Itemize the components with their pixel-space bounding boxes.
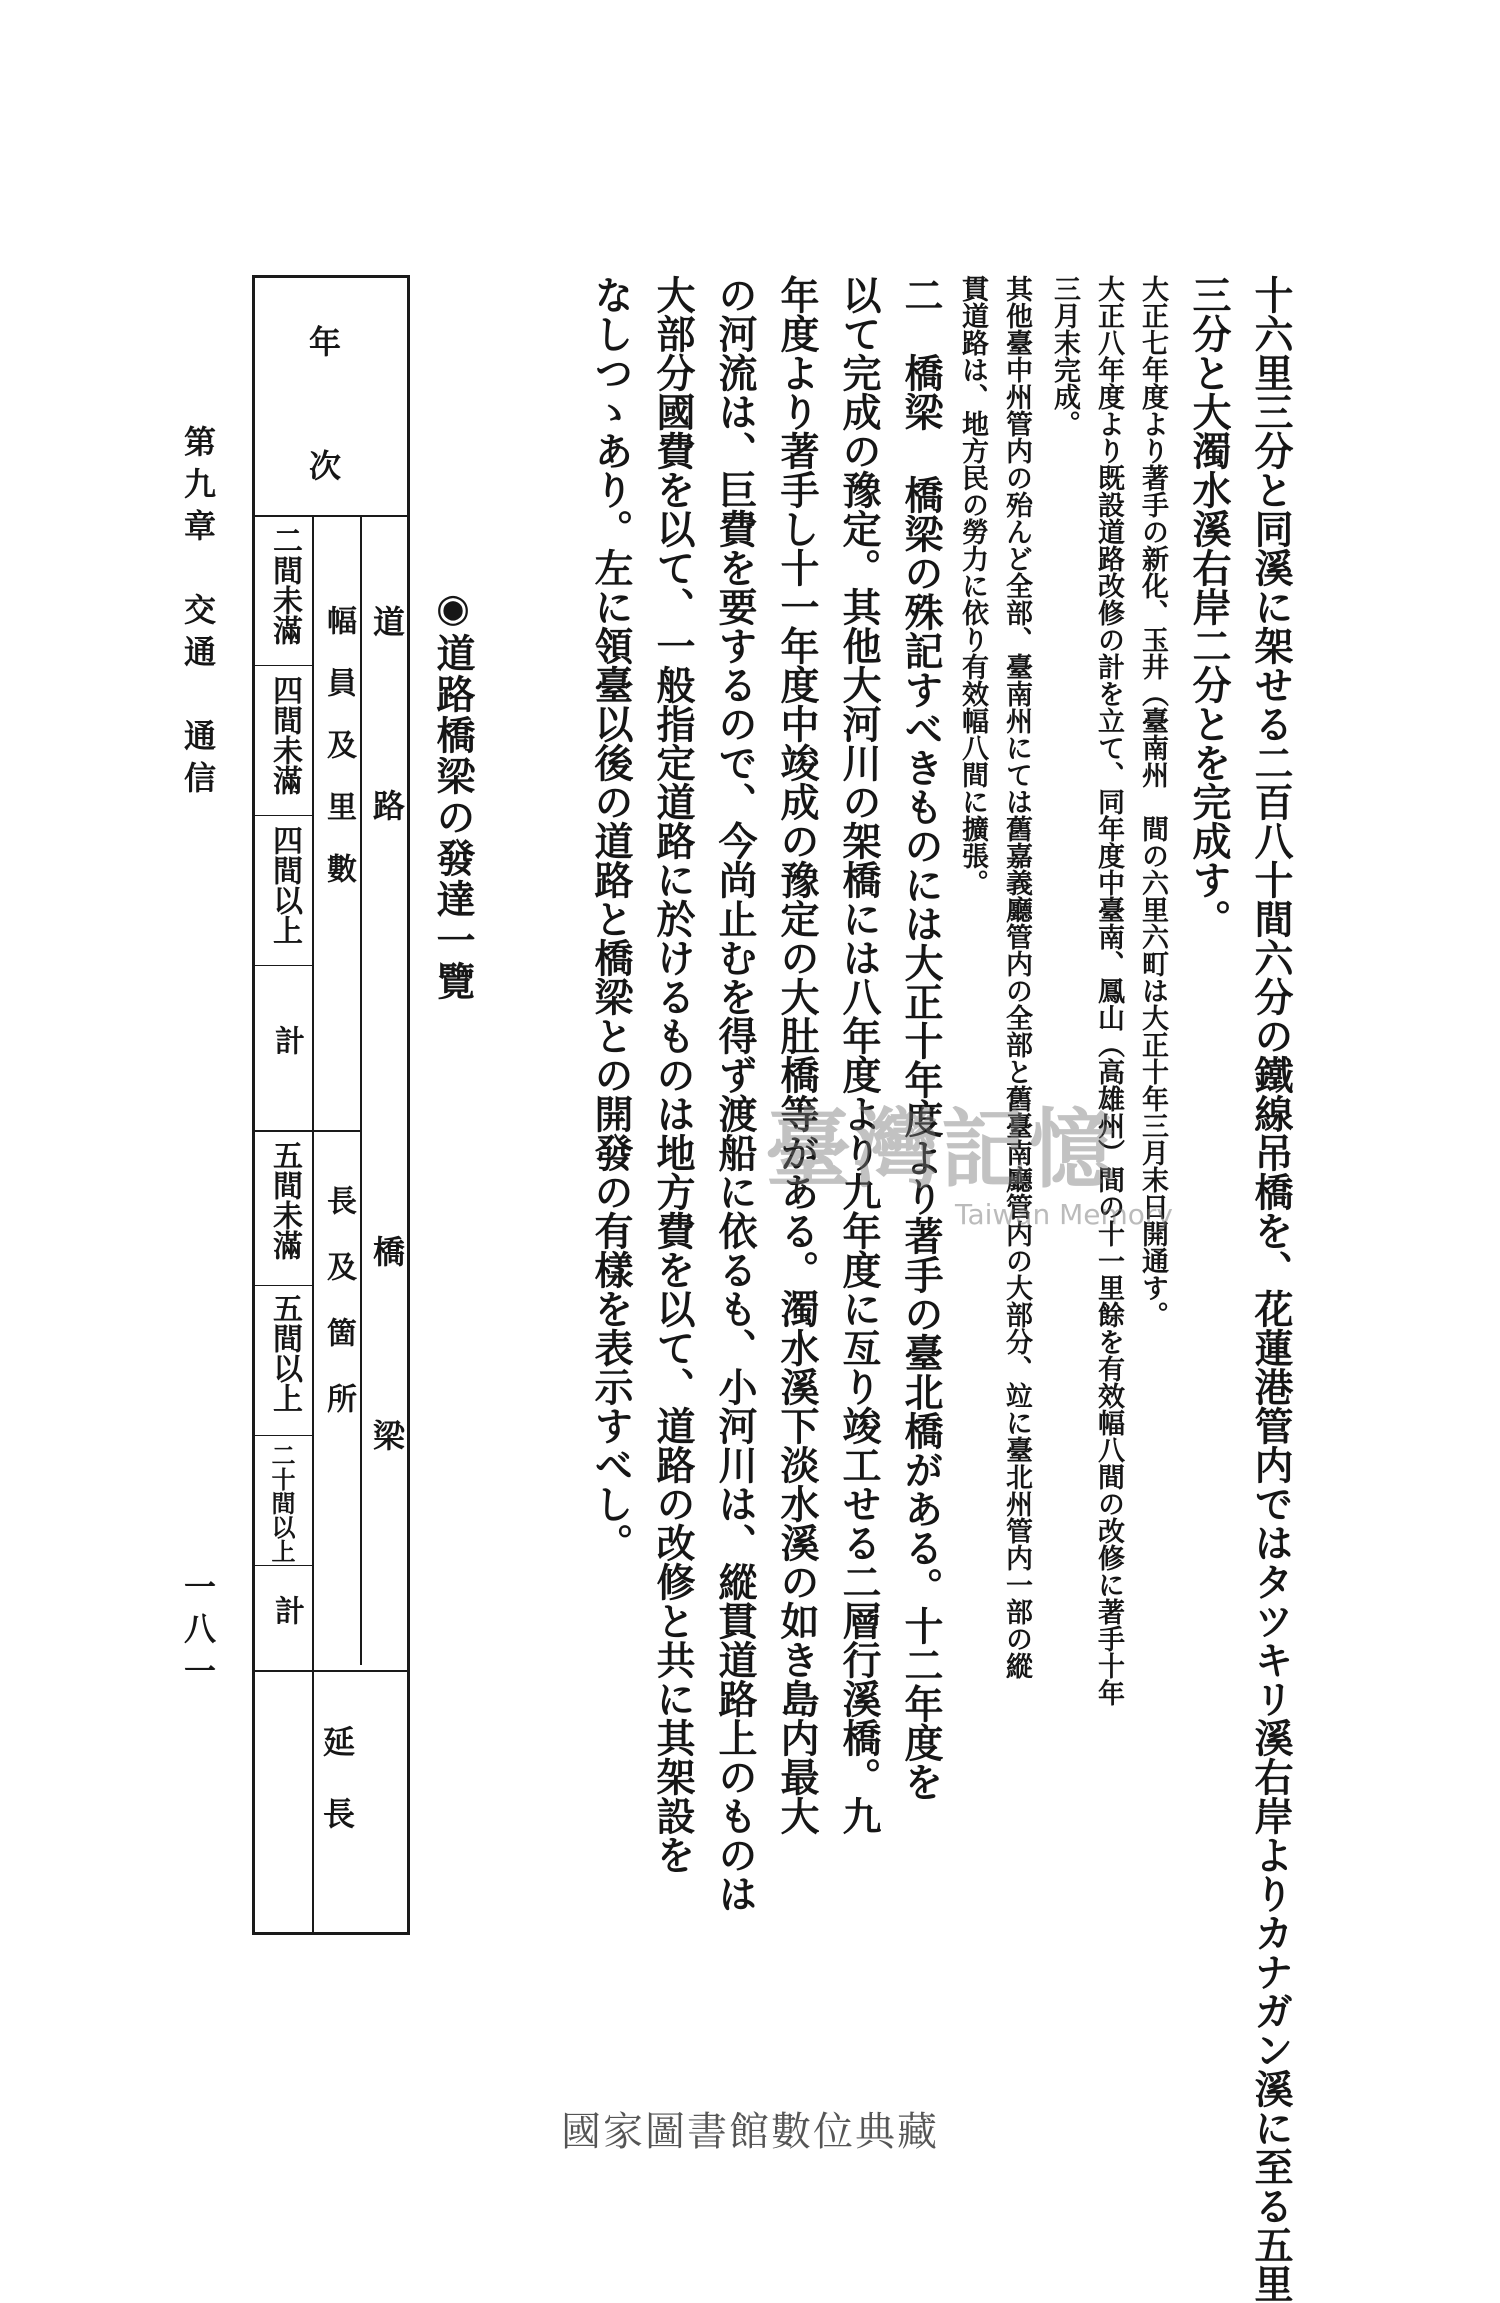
text-line-3: 大正七年度より著手の新化、玉井（臺南州 間の六里六町は大正十年三月末日開通す。	[1137, 275, 1168, 1328]
text-line-1: 十六里三分と同溪に架せる二百八十間六分の鐵線吊橋を、花蓮港管内ではタツキリ溪右岸よりカナガン溪に至る五里	[1248, 275, 1294, 2303]
road-col-total: 計	[269, 1025, 304, 1055]
watermark-subtitle: Taiwan Memory	[955, 1198, 1173, 1231]
subheader-bridge-length-count: 長及箇所	[321, 1185, 356, 1449]
text-line-12: 大部分國費を以て、一般指定道路に於けるものは地方費を以て、道路の改修と共に其架設を	[650, 275, 696, 1874]
text-line-2: 三分と大濁水溪右岸二分とを完成す。	[1186, 275, 1232, 938]
watermark-logo: 臺灣記憶	[765, 1100, 1117, 1200]
page-number: 一八一	[179, 1570, 217, 1696]
text-line-11: の河流は、巨費を要するので、今尚止むを得ず渡船に依るも、小河川は、縱貫道路上のものは	[712, 275, 758, 1913]
header-bridge: 橋 梁	[368, 1235, 406, 1511]
text-line-5: 三月末完成。	[1049, 275, 1080, 437]
text-line-9: 以て完成の豫定。其他大河川の架橋には八年度より九年度に亙り竣工せる二層行溪橋。九	[836, 275, 882, 1835]
text-line-7: 貫道路は、地方民の勞力に依り有效幅八間に擴張。	[957, 275, 988, 896]
col-extension: 延長	[318, 1725, 356, 1869]
running-header: 第九章 交通 通信	[179, 425, 217, 803]
header-year: 年 次	[304, 325, 342, 511]
road-col-under-4: 四間未滿	[267, 675, 302, 795]
text-line-6: 其他臺中州管内の殆んど全部、臺南州にては舊嘉義廳管内の全部と舊臺南廳管内の大部分、竝に臺北州管内一部の縱	[1001, 275, 1032, 1679]
table-caption: ◉道路橋梁の發達一覽	[430, 585, 476, 1002]
text-line-8: 橋梁の殊記すべきものには大正十年度より著手の臺北橋がある。十二年度を	[898, 475, 944, 1801]
text-line-10: 年度より著手し十一年度中竣成の豫定の大肚橋等がある。濁水溪下淡水溪の如き島内最大	[774, 275, 820, 1835]
road-col-under-2: 二間未滿	[267, 525, 302, 645]
bridge-col-over-20: 二十間以上	[267, 1443, 296, 1563]
bridge-col-under-5: 五間未滿	[267, 1140, 302, 1260]
road-col-over-4: 四間以上	[267, 825, 302, 945]
text-line-4: 大正八年度より既設道路改修の計を立て、同年度中臺南、鳳山（高雄州）間の十一里餘を有效幅八間の改修に著手十年	[1093, 275, 1124, 1706]
section-heading-bridges: 二 橋梁	[898, 275, 944, 431]
bridge-col-total: 計	[269, 1595, 304, 1625]
bridge-col-over-5: 五間以上	[267, 1293, 302, 1413]
subheader-road-width-length: 幅員及里數	[321, 605, 356, 915]
road-bridge-table	[252, 275, 410, 1935]
header-road: 道 路	[368, 605, 406, 881]
text-line-13: なしつゝあり。左に領臺以後の道路と橋梁との開發の有樣を表示すべし。	[588, 275, 634, 1562]
footer-collection-label: 國家圖書館數位典藏	[561, 2109, 939, 2155]
